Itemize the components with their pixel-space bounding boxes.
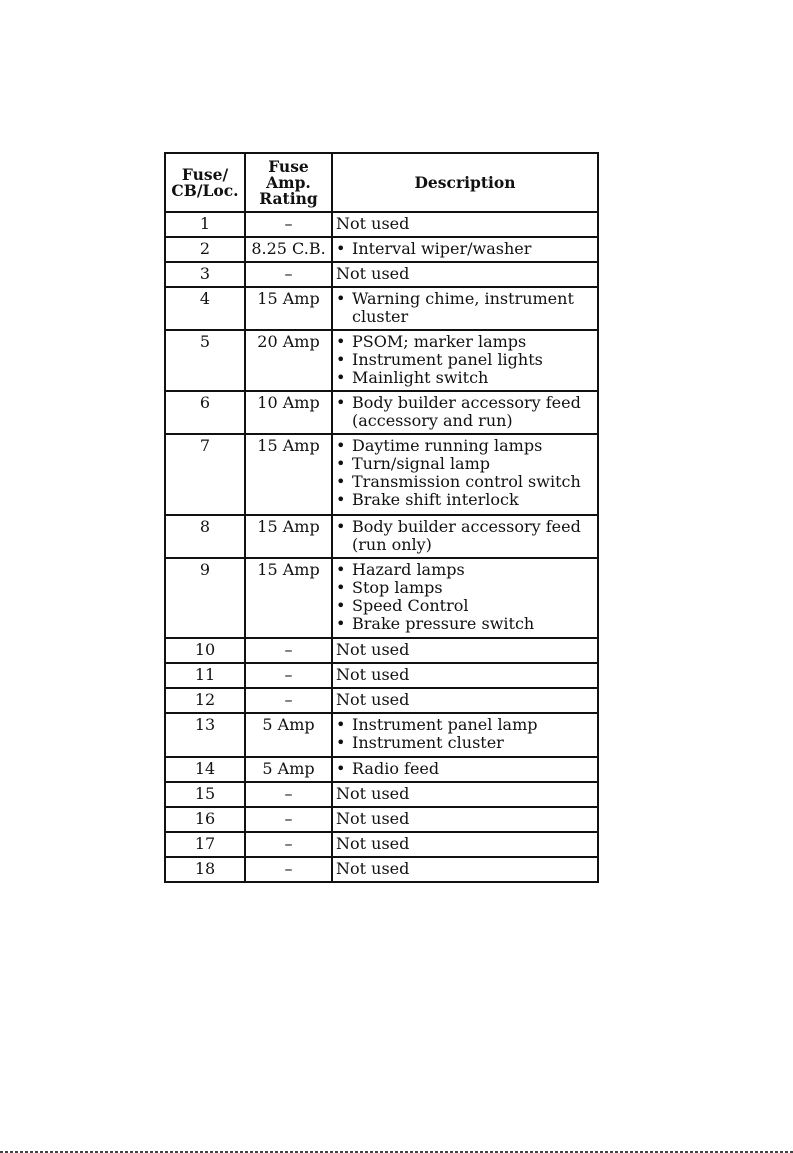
table-row [165, 857, 598, 882]
bullet-item: • Interval wiper/washer [336, 240, 594, 258]
bullet-item: • Radio feed [336, 760, 594, 778]
amp-rating-cell: – [245, 638, 332, 663]
bullet-item: • Daytime running lamps [336, 437, 594, 455]
bullet-item: • Instrument panel lamp [336, 716, 594, 734]
bullet-continuation: cluster [352, 307, 409, 326]
description-cell: Not used [332, 782, 598, 807]
table-row [165, 391, 598, 434]
bullet-item: • Stop lamps [336, 579, 594, 597]
description-cell [332, 237, 598, 262]
fuse-number-cell: 14 [165, 757, 245, 782]
amp-rating-cell: – [245, 782, 332, 807]
table-row [165, 434, 598, 515]
description-cell: Not used [332, 807, 598, 832]
description-cell [332, 391, 598, 434]
table-row [165, 212, 598, 237]
table-row [165, 558, 598, 638]
header-fuse-line-2: CB/Loc. [171, 180, 239, 200]
fuse-number-cell: 12 [165, 688, 245, 713]
bullet-item: • Instrument cluster [336, 734, 594, 752]
description-cell [332, 330, 598, 391]
fuse-number-cell: 13 [165, 713, 245, 757]
fuse-table [164, 152, 599, 883]
table-row [165, 782, 598, 807]
fuse-number-cell: 1 [165, 212, 245, 237]
amp-rating-cell: – [245, 212, 332, 237]
description-cell: Not used [332, 688, 598, 713]
description-cell [332, 515, 598, 558]
table-row [165, 688, 598, 713]
fuse-number-cell: 5 [165, 330, 245, 391]
amp-rating-cell: 15 Amp [245, 287, 332, 330]
amp-rating-cell: 5 Amp [245, 713, 332, 757]
bullet-continuation: (accessory and run) [352, 411, 513, 430]
amp-rating-cell: 15 Amp [245, 434, 332, 515]
bullet-continuation: (run only) [352, 535, 432, 554]
fuse-number-cell: 3 [165, 262, 245, 287]
table-row [165, 757, 598, 782]
fuse-number-cell: 17 [165, 832, 245, 857]
bullet-item: • Speed Control [336, 597, 594, 615]
description-cell: Not used [332, 857, 598, 882]
amp-rating-cell: – [245, 807, 332, 832]
table-row [165, 262, 598, 287]
amp-rating-cell: 15 Amp [245, 515, 332, 558]
table-row [165, 515, 598, 558]
table-row [165, 638, 598, 663]
bullet-item: • Mainlight switch [336, 369, 594, 387]
header-description: Description [332, 153, 598, 212]
bullet-item: • Instrument panel lights [336, 351, 594, 369]
table-row [165, 832, 598, 857]
description-cell [332, 287, 598, 330]
fuse-number-cell: 18 [165, 857, 245, 882]
fuse-number-cell: 11 [165, 663, 245, 688]
amp-rating-cell: 8.25 C.B. [245, 237, 332, 262]
fuse-number-cell: 2 [165, 237, 245, 262]
table-row [165, 713, 598, 757]
bullet-item: • Brake shift interlock [336, 491, 594, 509]
amp-rating-cell: – [245, 857, 332, 882]
amp-rating-cell: 20 Amp [245, 330, 332, 391]
amp-rating-cell: 5 Amp [245, 757, 332, 782]
table-row [165, 330, 598, 391]
fuse-number-cell: 16 [165, 807, 245, 832]
description-cell: Not used [332, 212, 598, 237]
table-row [165, 807, 598, 832]
amp-rating-cell: – [245, 262, 332, 287]
bullet-item: • Turn/signal lamp [336, 455, 594, 473]
table-row [165, 237, 598, 262]
amp-rating-cell: – [245, 832, 332, 857]
bullet-item: • Brake pressure switch [336, 615, 594, 633]
bullet-item: • PSOM; marker lamps [336, 333, 594, 351]
bullet-item: • Warning chime, instrument [336, 290, 594, 308]
header-amp-rating [245, 153, 332, 212]
description-cell: Not used [332, 663, 598, 688]
description-cell [332, 713, 598, 757]
fuse-number-cell: 10 [165, 638, 245, 663]
amp-rating-cell: 15 Amp [245, 558, 332, 638]
description-cell [332, 434, 598, 515]
amp-rating-cell: – [245, 688, 332, 713]
fuse-number-cell: 9 [165, 558, 245, 638]
fuse-number-cell: 7 [165, 434, 245, 515]
fuse-number-cell: 8 [165, 515, 245, 558]
bullet-item: • Transmission control switch [336, 473, 594, 491]
description-cell [332, 558, 598, 638]
header-fuse-location [165, 153, 245, 212]
header-amp-line-1: Fuse [268, 156, 309, 176]
description-cell: Not used [332, 262, 598, 287]
bullet-item: • Body builder accessory feed [336, 394, 594, 412]
fuse-number-cell: 4 [165, 287, 245, 330]
description-cell [332, 757, 598, 782]
fuse-number-cell: 6 [165, 391, 245, 434]
description-cell: Not used [332, 638, 598, 663]
table-row [165, 287, 598, 330]
bullet-item: • Hazard lamps [336, 561, 594, 579]
table-row [165, 663, 598, 688]
amp-rating-cell: – [245, 663, 332, 688]
amp-rating-cell: 10 Amp [245, 391, 332, 434]
header-amp-line-2: Amp. [266, 172, 311, 192]
description-cell: Not used [332, 832, 598, 857]
header-row [165, 153, 598, 212]
header-amp-line-3: Rating [259, 188, 318, 208]
header-fuse-line-1: Fuse/ [181, 164, 229, 184]
fuse-number-cell: 15 [165, 782, 245, 807]
bullet-item: • Body builder accessory feed [336, 518, 594, 536]
